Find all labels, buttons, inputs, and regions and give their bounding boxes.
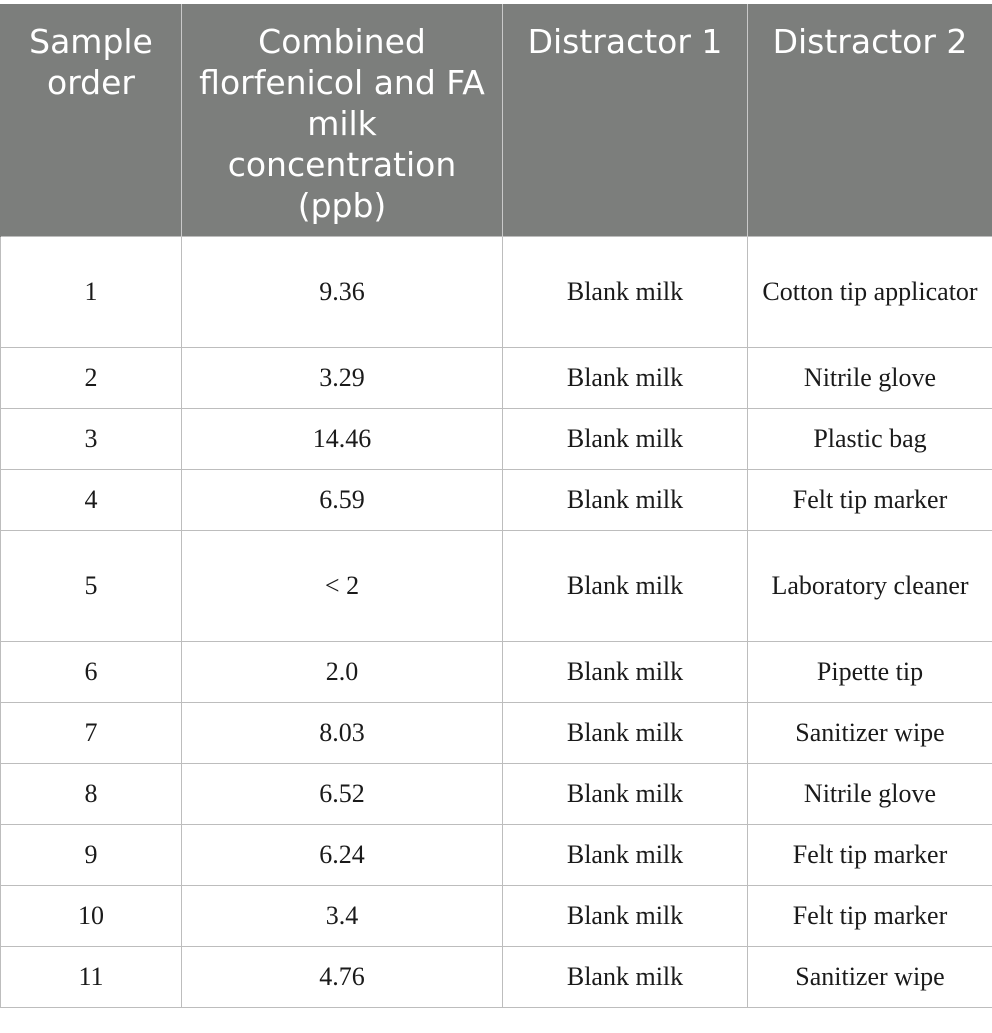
cell-distractor-1: Blank milk — [503, 764, 748, 825]
cell-distractor-2: Sanitizer wipe — [748, 703, 992, 764]
table-body — [1, 237, 992, 1008]
header-row — [1, 4, 992, 237]
cell-sample-order: 3 — [1, 409, 182, 470]
cell-distractor-2: Felt tip marker — [748, 825, 992, 886]
cell-distractor-2: Pipette tip — [748, 642, 992, 703]
cell-distractor-1: Blank milk — [503, 886, 748, 947]
cell-concentration: 9.36 — [182, 237, 503, 348]
header-distractor-1: Distractor 1 — [503, 4, 748, 237]
table-row — [1, 409, 992, 470]
cell-distractor-2: Plastic bag — [748, 409, 992, 470]
table-row — [1, 237, 992, 348]
cell-concentration: 6.59 — [182, 470, 503, 531]
table-row — [1, 947, 992, 1008]
cell-sample-order: 7 — [1, 703, 182, 764]
cell-distractor-2: Nitrile glove — [748, 348, 992, 409]
cell-sample-order: 4 — [1, 470, 182, 531]
cell-sample-order: 11 — [1, 947, 182, 1008]
table-row — [1, 825, 992, 886]
table-row — [1, 886, 992, 947]
cell-concentration: 6.52 — [182, 764, 503, 825]
cell-concentration: 3.4 — [182, 886, 503, 947]
cell-sample-order: 9 — [1, 825, 182, 886]
cell-distractor-2: Cotton tip applicator — [748, 237, 992, 348]
cell-concentration: 3.29 — [182, 348, 503, 409]
table-header — [1, 4, 992, 237]
cell-distractor-1: Blank milk — [503, 947, 748, 1008]
cell-distractor-2: Laboratory cleaner — [748, 531, 992, 642]
table-row — [1, 703, 992, 764]
cell-sample-order: 10 — [1, 886, 182, 947]
table-row — [1, 764, 992, 825]
cell-distractor-1: Blank milk — [503, 470, 748, 531]
cell-distractor-1: Blank milk — [503, 825, 748, 886]
cell-sample-order: 2 — [1, 348, 182, 409]
cell-distractor-1: Blank milk — [503, 703, 748, 764]
cell-distractor-1: Blank milk — [503, 531, 748, 642]
cell-concentration: 6.24 — [182, 825, 503, 886]
header-concentration: Combined florfenicol and FA milk concentration (ppb) — [182, 4, 503, 237]
cell-distractor-2: Nitrile glove — [748, 764, 992, 825]
cell-sample-order: 6 — [1, 642, 182, 703]
header-sample-order: Sample order — [1, 4, 182, 237]
table-row — [1, 470, 992, 531]
cell-distractor-2: Felt tip marker — [748, 470, 992, 531]
cell-distractor-1: Blank milk — [503, 237, 748, 348]
cell-distractor-2: Sanitizer wipe — [748, 947, 992, 1008]
cell-distractor-1: Blank milk — [503, 348, 748, 409]
cell-sample-order: 5 — [1, 531, 182, 642]
cell-concentration: 4.76 — [182, 947, 503, 1008]
cell-concentration: 2.0 — [182, 642, 503, 703]
cell-concentration: < 2 — [182, 531, 503, 642]
cell-distractor-1: Blank milk — [503, 642, 748, 703]
cell-distractor-1: Blank milk — [503, 409, 748, 470]
header-distractor-2: Distractor 2 — [748, 4, 992, 237]
cell-concentration: 8.03 — [182, 703, 503, 764]
table-row — [1, 348, 992, 409]
table-row — [1, 531, 992, 642]
cell-distractor-2: Felt tip marker — [748, 886, 992, 947]
cell-concentration: 14.46 — [182, 409, 503, 470]
sample-order-table — [0, 4, 992, 1008]
cell-sample-order: 1 — [1, 237, 182, 348]
table-row — [1, 642, 992, 703]
cell-sample-order: 8 — [1, 764, 182, 825]
